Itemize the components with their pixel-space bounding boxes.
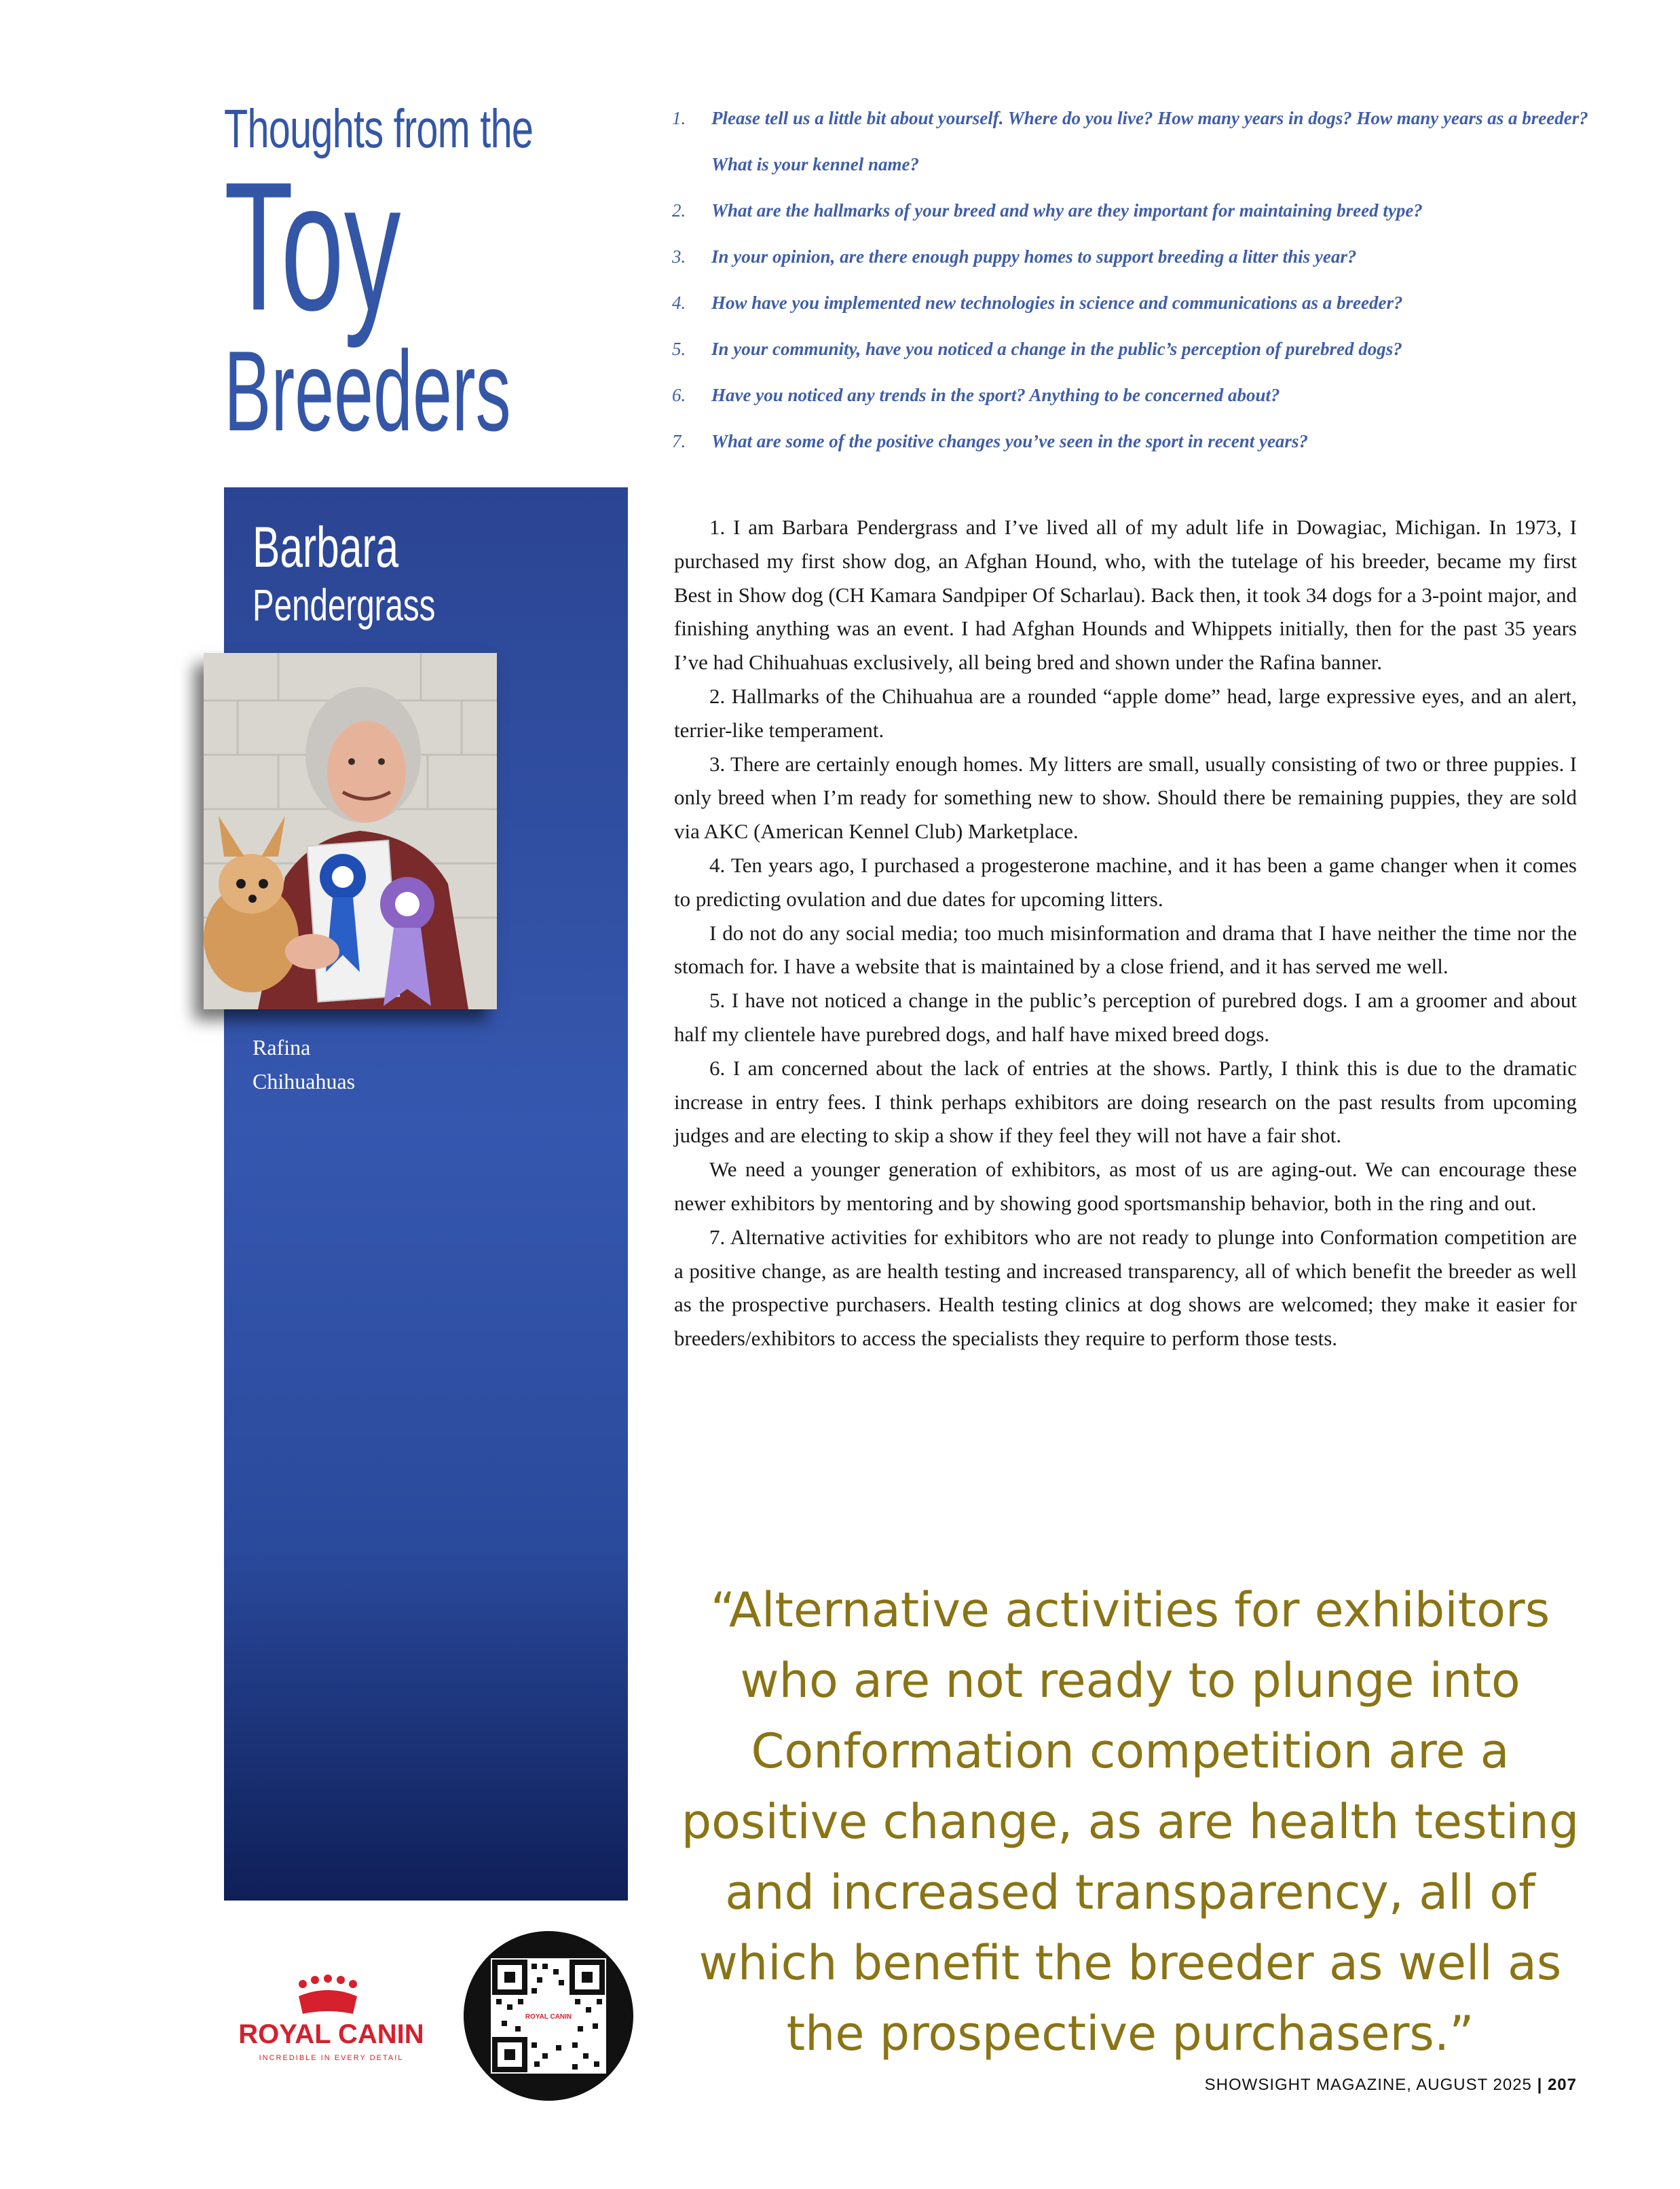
- footer-separator: |: [1537, 2076, 1543, 2094]
- answer-paragraph: 4. Ten years ago, I purchased a progesterone machine, and it has been a game changer when it comes to predicting ovulation and due dates for upcoming litters.: [674, 853, 1577, 911]
- question-item: 3. In your opinion, are there enough puppy homes to support breeding a litter this year?: [672, 246, 1357, 267]
- answer-paragraph: 1. I am Barbara Pendergrass and I’ve lived all of my adult life in Dowagiac, Michigan. In 1973, I purchased my first show dog, an Afghan Hound, who, with the tutelage of his breeder, became my first Best in Show dog (CH Kamara Sandpiper Of Scharlau). Back then, it took 34 dogs for a 3-point major, and finishing anything was an event. I had Afghan Hounds and Whippets initially, then for the past 35 years I’ve had Chihuahuas exclusively, all being bred and shown under the Rafina banner.: [674, 515, 1577, 675]
- answer-paragraph: 7. Alternative activities for exhibitors who are not ready to plunge into Conformation competition are a positive change, as are health testing and increased transparency, all of which benefit the breeder as well as the prospective purchasers. Health testing clinics at dog shows are welcomed; they make it easier for breeders/exhibitors to access the specialists they require to perform those tests.: [674, 1224, 1577, 1351]
- crown-icon: [299, 1975, 357, 2014]
- question-item: 1. Please tell us a little bit about yourself. Where do you live? How many years in dogs? How many years as a breeder? What is your kennel name?: [672, 108, 1588, 174]
- question-item: 6. Have you noticed any trends in the sport? Anything to be concerned about?: [672, 385, 1280, 405]
- publication-name: SHOWSIGHT MAGAZINE, AUGUST 2025: [1204, 2076, 1532, 2094]
- title-line-3: Breeders: [224, 327, 511, 455]
- question-item: 2. What are the hallmarks of your breed and why are they important for maintaining breed type?: [672, 200, 1423, 221]
- answer-paragraph: 2. Hallmarks of the Chihuahua are a rounded “apple dome” head, large expressive eyes, and an alert, terrier-like temperament.: [674, 684, 1577, 742]
- kennel-name: Rafina Chihuahuas: [253, 1035, 356, 1093]
- question-item: 4. How have you implemented new technologies in science and communications as a breeder?: [672, 293, 1403, 313]
- title-line-2: Toy: [224, 145, 401, 349]
- breeder-last-name: Pendergrass: [253, 580, 436, 630]
- page-footer: [1205, 2076, 1577, 2095]
- answer-paragraph: I do not do any social media; too much misinformation and drama that I have neither the time nor the stomach for. I have a website that is maintained by a close friend, and it has served me well.: [674, 920, 1577, 979]
- answer-paragraph: 6. I am concerned about the lack of entries at the shows. Partly, I think this is due to the dramatic increase in entry fees. I think perhaps exhibitors are doing research on the past results from upcoming judges and are electing to skip a show if they feel they will not have a fair shot.: [674, 1055, 1577, 1148]
- answer-paragraph: 3. There are certainly enough homes. My litters are small, usually consisting of two or three puppies. I only breed when I’m ready for something new to show. Should there be remaining puppies, they are sold via AKC (American Kennel Club) Marketplace.: [674, 751, 1577, 844]
- qr-code[interactable]: [464, 1931, 633, 2101]
- article-body: [674, 510, 1577, 1355]
- question-list: [672, 95, 1588, 464]
- breeder-first-name: Barbara: [253, 515, 399, 579]
- answer-paragraph: We need a younger generation of exhibitors, as most of us are aging-out. We can encourage these newer exhibitors by mentoring and by showing good sportsmanship behavior, both in the ring and out.: [674, 1157, 1577, 1215]
- page-title: [224, 95, 631, 455]
- svg-text:INCREDIBLE IN EVERY DETAIL: INCREDIBLE IN EVERY DETAIL: [259, 2054, 404, 2062]
- svg-text:ROYAL CANIN: ROYAL CANIN: [525, 2013, 572, 2021]
- title-line-1: Thoughts from the: [224, 98, 534, 159]
- breeder-photo: [204, 653, 497, 1009]
- royal-canin-logo: [223, 1972, 440, 2067]
- question-item: 7. What are some of the positive changes you’ve seen in the sport in recent years?: [672, 431, 1308, 451]
- page-number: 207: [1547, 2076, 1577, 2094]
- pull-quote: “Alternative activities for exhibitors who are not ready to plunge into Conformation competition are a positive change, as are health testing and increased transparency, all of which benefit the breeder as well as the prospective purchasers.”: [681, 1582, 1580, 2061]
- svg-text:ROYAL CANIN: ROYAL CANIN: [238, 2019, 424, 2049]
- answer-paragraph: 5. I have not noticed a change in the public’s perception of purebred dogs. I am a groomer and about half my clientele have purebred dogs, and half have mixed breed dogs.: [674, 988, 1577, 1046]
- question-item: 5. In your community, have you noticed a change in the public’s perception of purebred dogs?: [672, 339, 1402, 359]
